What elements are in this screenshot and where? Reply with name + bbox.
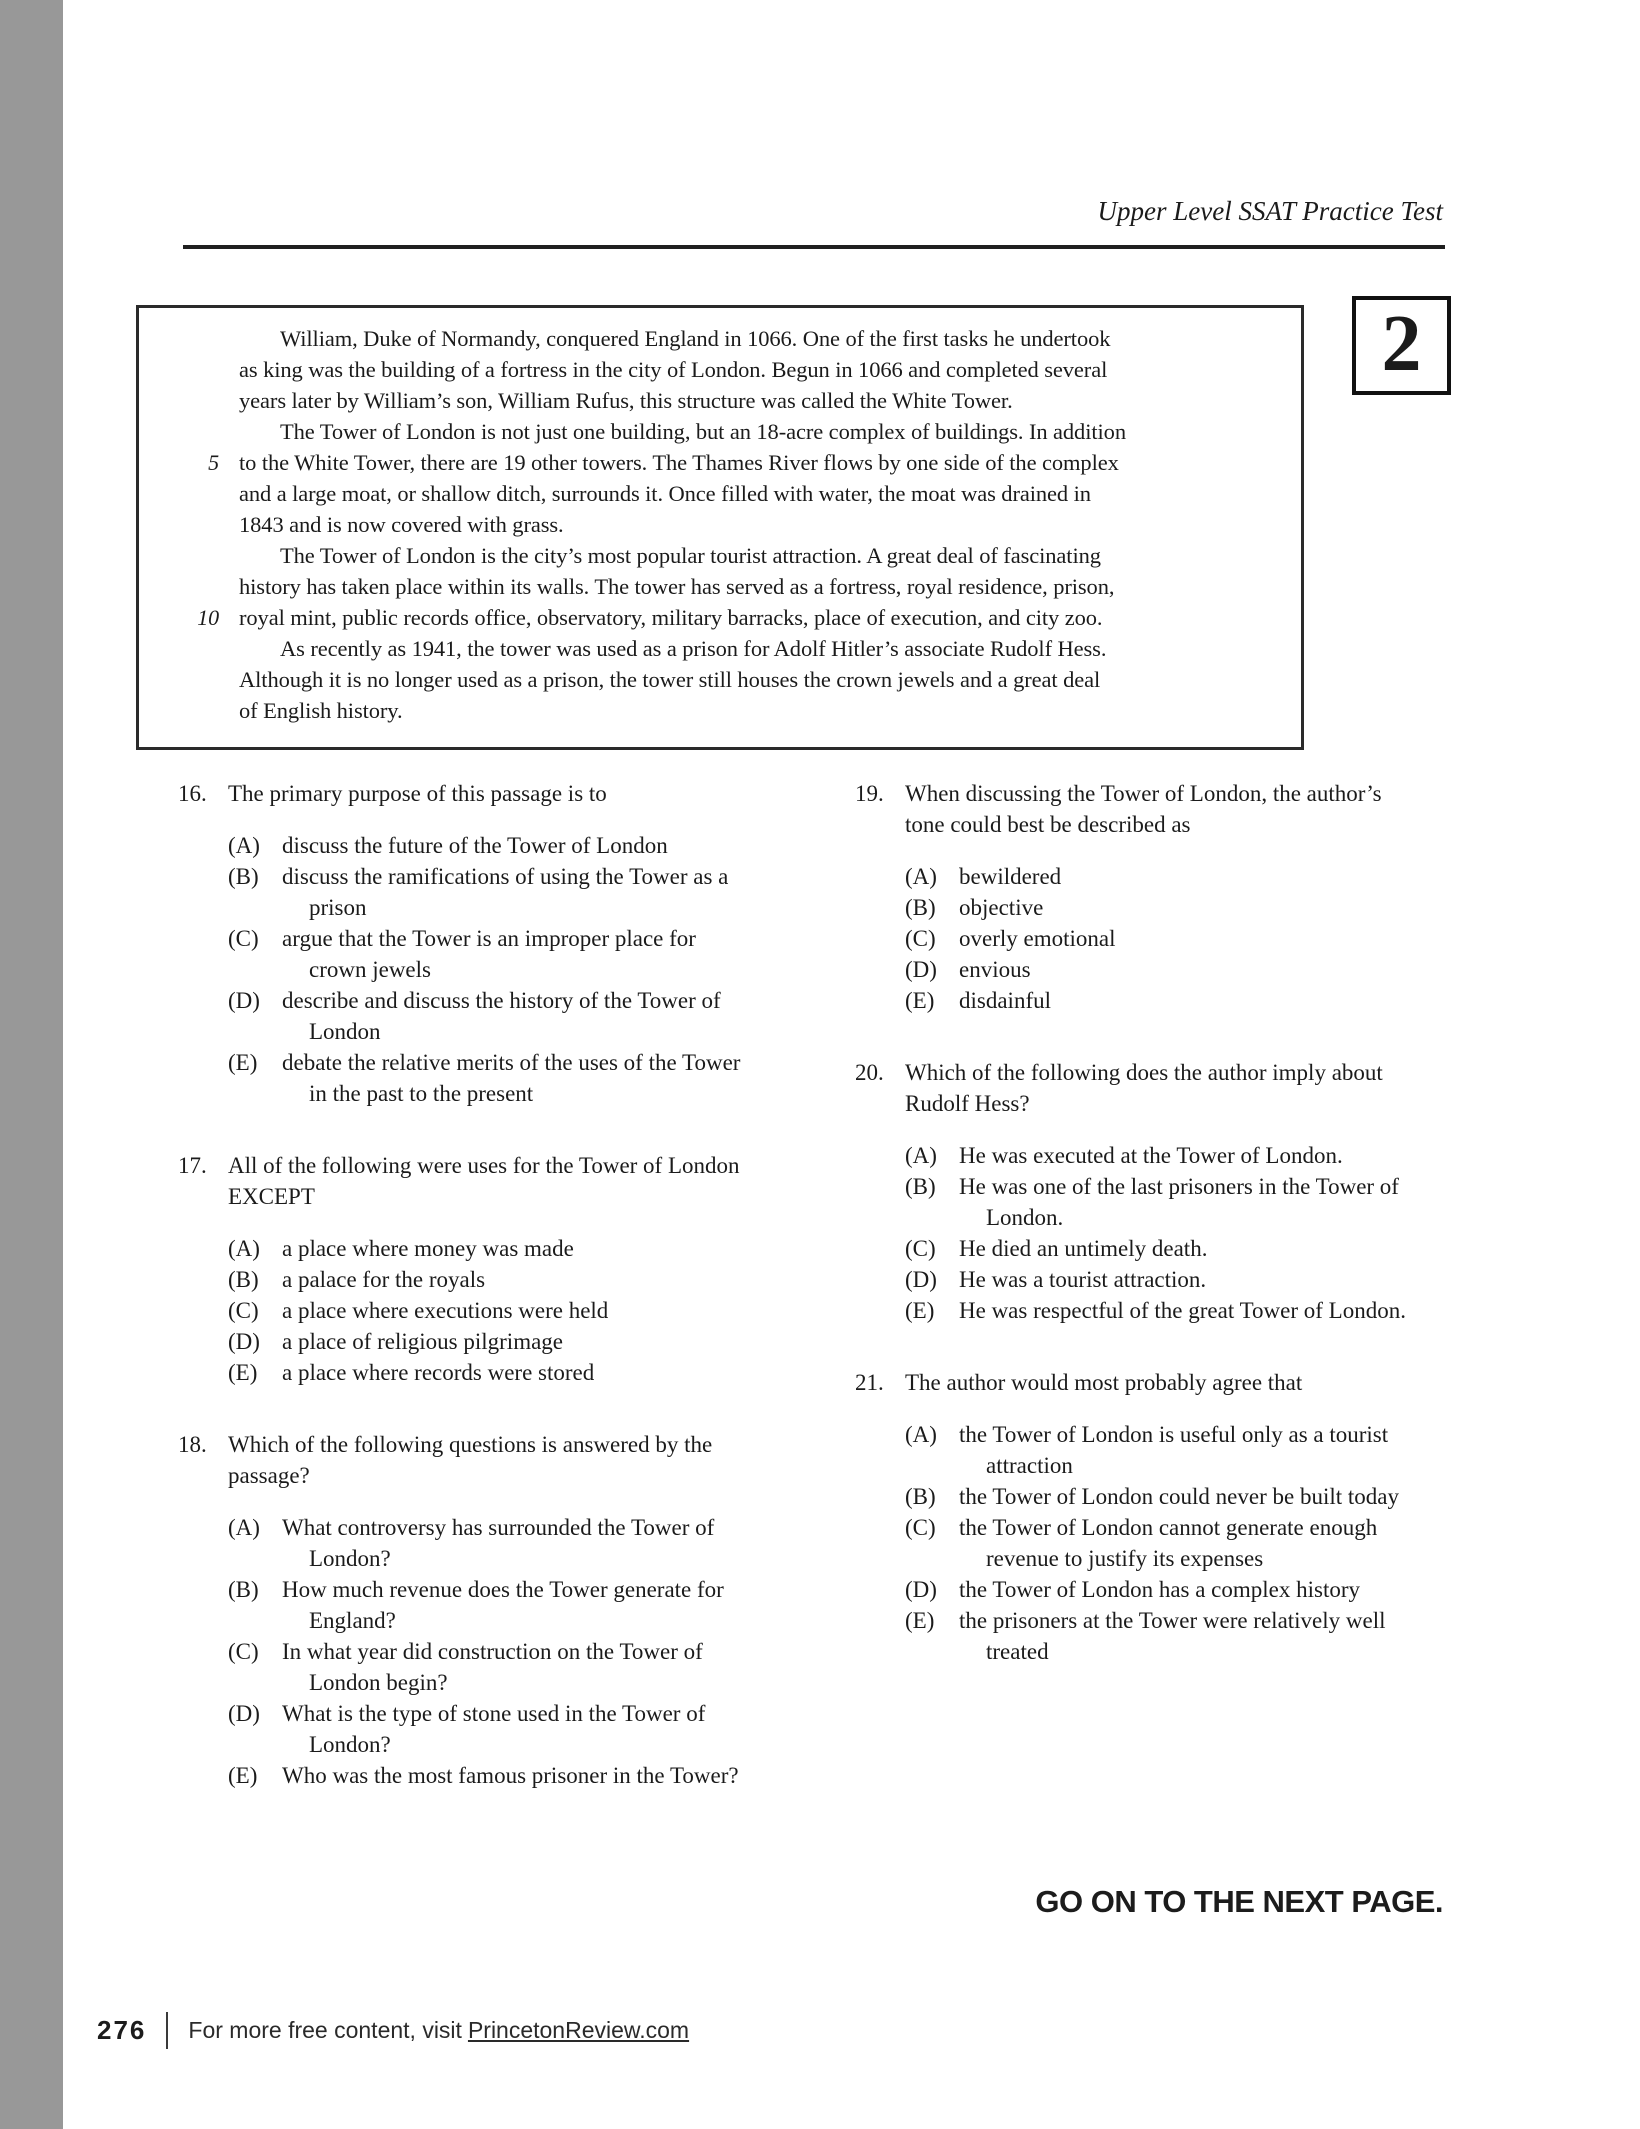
choice-letter: (A) (905, 1143, 937, 1168)
choice-letter: (E) (905, 988, 935, 1013)
choice-list (905, 1140, 1421, 1326)
choice (228, 1357, 744, 1388)
choice (228, 861, 744, 923)
choice (228, 1574, 744, 1636)
question-stem: The primary purpose of this passage is to (228, 781, 607, 806)
choice-letter: (D) (228, 1329, 260, 1354)
passage-line-text: 1843 and is now covered with grass. (239, 512, 564, 537)
choice-text: the prisoners at the Tower were relatively well treated (959, 1608, 1386, 1664)
choice (905, 1264, 1421, 1295)
choice (905, 985, 1421, 1016)
passage-line-text: to the White Tower, there are 19 other towers. The Thames River flows by one side of the complex (239, 450, 1119, 475)
passage-line (139, 633, 1301, 664)
choice (905, 1605, 1421, 1667)
choice-letter: (B) (905, 1174, 936, 1199)
choice-letter: (D) (905, 957, 937, 982)
passage-line-text: history has taken place within its walls. The tower has served as a fortress, royal residence, prison, (239, 574, 1115, 599)
choice-text: He died an untimely death. (959, 1236, 1208, 1261)
line-number (139, 571, 239, 602)
question-body (905, 778, 1421, 1016)
question-stem: All of the following were uses for the Tower of London EXCEPT (228, 1153, 740, 1209)
question-number: 18. (178, 1432, 207, 1457)
choice (228, 1698, 744, 1760)
choice-letter: (E) (228, 1050, 258, 1075)
go-on-instruction: GO ON TO THE NEXT PAGE. (1035, 1884, 1443, 1919)
choice-letter: (D) (228, 988, 260, 1013)
choice (905, 1419, 1421, 1481)
question-body (228, 1150, 744, 1388)
choice (905, 892, 1421, 923)
question-body (905, 1367, 1421, 1667)
choice-text: debate the relative merits of the uses of the Tower in the past to the present (282, 1050, 741, 1106)
footer-divider (166, 2012, 168, 2049)
choice-text: a place where executions were held (282, 1298, 609, 1323)
choice-text: He was a tourist attraction. (959, 1267, 1207, 1292)
choice (905, 861, 1421, 892)
line-number (139, 664, 239, 695)
choice-text: the Tower of London could never be built today (959, 1484, 1399, 1509)
question-number: 17. (178, 1153, 207, 1178)
line-number (139, 416, 239, 447)
passage-line (139, 416, 1301, 447)
question-stem: Which of the following does the author imply about Rudolf Hess? (905, 1060, 1383, 1116)
choice-letter: (A) (905, 864, 937, 889)
choice (228, 1636, 744, 1698)
choice-letter: (E) (905, 1608, 935, 1633)
choice-text: a place where records were stored (282, 1360, 595, 1385)
passage-line (139, 478, 1301, 509)
question (178, 778, 744, 1109)
question-body (228, 1429, 744, 1791)
choice-text: He was one of the last prisoners in the Tower of London. (959, 1174, 1399, 1230)
choice-letter: (C) (905, 1236, 936, 1261)
passage-line (139, 695, 1301, 726)
choice (228, 1512, 744, 1574)
header-rule (183, 245, 1445, 249)
page-edge-strip (0, 0, 63, 2129)
passage-line (139, 571, 1301, 602)
passage-line-text: The Tower of London is the city’s most popular tourist attraction. A great deal of fascinating (280, 543, 1101, 568)
choice-text: argue that the Tower is an improper place for crown jewels (282, 926, 696, 982)
line-number (139, 478, 239, 509)
line-number (139, 385, 239, 416)
passage-line-text: as king was the building of a fortress in the city of London. Begun in 1066 and completed several (239, 357, 1108, 382)
choice-letter: (B) (228, 1267, 259, 1292)
question (855, 1057, 1421, 1326)
choice-letter: (B) (228, 864, 259, 889)
question (855, 778, 1421, 1016)
choice-text: bewildered (959, 864, 1062, 889)
choice-text: the Tower of London is useful only as a tourist attraction (959, 1422, 1389, 1478)
choice-letter: (C) (228, 1639, 259, 1664)
choice (228, 1264, 744, 1295)
choice-list (905, 1419, 1421, 1667)
choice-letter: (C) (228, 926, 259, 951)
footer-text: For more free content, visit (188, 2017, 462, 2043)
passage-line-text: The Tower of London is not just one building, but an 18-acre complex of buildings. In addition (280, 419, 1126, 444)
line-number (139, 633, 239, 664)
passage-line (139, 354, 1301, 385)
choice-text: a palace for the royals (282, 1267, 486, 1292)
choice-text: envious (959, 957, 1031, 982)
choice-text: What controversy has surrounded the Tower of London? (282, 1515, 715, 1571)
choice-letter: (D) (228, 1701, 260, 1726)
passage-line (139, 447, 1301, 478)
choice (228, 1047, 744, 1109)
choice-text: He was respectful of the great Tower of London. (959, 1298, 1406, 1323)
choice-letter: (A) (905, 1422, 937, 1447)
choice (228, 1233, 744, 1264)
choice (228, 1760, 744, 1791)
choice-letter: (E) (228, 1360, 258, 1385)
choice (905, 1140, 1421, 1171)
passage-line-text: royal mint, public records office, observatory, military barracks, place of execution, and city zoo. (239, 605, 1103, 630)
passage-box (136, 305, 1304, 750)
footer-link[interactable]: PrincetonReview.com (467, 2017, 690, 2043)
choice-letter: (A) (228, 1236, 260, 1261)
choice-list (228, 1512, 744, 1791)
choice-letter: (E) (905, 1298, 935, 1323)
choice-list (228, 830, 744, 1109)
section-number-box (1352, 296, 1451, 395)
choice-text: overly emotional (959, 926, 1116, 951)
choice-list (228, 1233, 744, 1388)
choice-text: objective (959, 895, 1044, 920)
choice (905, 1481, 1421, 1512)
choice (228, 830, 744, 861)
passage-line-text: William, Duke of Normandy, conquered England in 1066. One of the first tasks he undertook (280, 326, 1111, 351)
choice-text: How much revenue does the Tower generate for England? (282, 1577, 724, 1633)
choice-text: discuss the future of the Tower of London (282, 833, 668, 858)
choice-letter: (B) (228, 1577, 259, 1602)
passage-line (139, 540, 1301, 571)
choice (228, 1326, 744, 1357)
choice-letter: (A) (228, 833, 260, 858)
choice-letter: (C) (228, 1298, 259, 1323)
choice-text: a place of religious pilgrimage (282, 1329, 564, 1354)
choice (905, 1295, 1421, 1326)
passage-line (139, 602, 1301, 633)
line-number: 10 (197, 605, 219, 630)
question-stem: When discussing the Tower of London, the author’s tone could best be described as (905, 781, 1382, 837)
choice-text: In what year did construction on the Tower of London begin? (282, 1639, 703, 1695)
line-number (139, 695, 239, 726)
choice-letter: (C) (905, 926, 936, 951)
choice-text: Who was the most famous prisoner in the Tower? (282, 1763, 739, 1788)
choice-letter: (B) (905, 895, 936, 920)
question-number: 16. (178, 781, 207, 806)
questions-right-column (855, 778, 1421, 1708)
page-title: Upper Level SSAT Practice Test (1097, 196, 1443, 226)
choice-text: describe and discuss the history of the Tower of London (282, 988, 721, 1044)
choice-letter: (A) (228, 1515, 260, 1540)
passage-line-text: and a large moat, or shallow ditch, surrounds it. Once filled with water, the moat was drained in (239, 481, 1091, 506)
question-body (905, 1057, 1421, 1326)
choice (228, 1295, 744, 1326)
passage-line (139, 664, 1301, 695)
passage-line-text: years later by William’s son, William Rufus, this structure was called the White Tower. (239, 388, 1013, 413)
question-stem: Which of the following questions is answered by the passage? (228, 1432, 713, 1488)
choice-letter: (E) (228, 1763, 258, 1788)
choice-text: He was executed at the Tower of London. (959, 1143, 1343, 1168)
line-number (139, 323, 239, 354)
choice (228, 923, 744, 985)
passage-line-text: of English history. (239, 698, 403, 723)
choice (228, 985, 744, 1047)
question (178, 1429, 744, 1791)
choice-list (905, 861, 1421, 1016)
choice (905, 954, 1421, 985)
question-stem: The author would most probably agree that (905, 1370, 1303, 1395)
passage-line-text: Although it is no longer used as a prison, the tower still houses the crown jewels and a great deal (239, 667, 1101, 692)
choice (905, 1233, 1421, 1264)
section-number: 2 (1381, 299, 1422, 388)
question-number: 21. (855, 1370, 884, 1395)
choice-letter: (B) (905, 1484, 936, 1509)
line-number (139, 354, 239, 385)
line-number: 5 (208, 450, 219, 475)
question-number: 19. (855, 781, 884, 806)
question (855, 1367, 1421, 1667)
line-number (139, 509, 239, 540)
passage-line (139, 509, 1301, 540)
choice-text: a place where money was made (282, 1236, 574, 1261)
choice (905, 923, 1421, 954)
page-number: 276 (97, 2015, 147, 2045)
line-number (139, 540, 239, 571)
choice-text: discuss the ramifications of using the Tower as a prison (282, 864, 729, 920)
choice-text: disdainful (959, 988, 1051, 1013)
page-footer (97, 2012, 689, 2049)
passage-line-text: As recently as 1941, the tower was used as a prison for Adolf Hitler’s associate Rudolf Hess. (280, 636, 1107, 661)
choice-text: the Tower of London has a complex history (959, 1577, 1361, 1602)
choice-letter: (D) (905, 1577, 937, 1602)
choice (905, 1512, 1421, 1574)
question (178, 1150, 744, 1388)
choice (905, 1574, 1421, 1605)
choice-letter: (C) (905, 1515, 936, 1540)
questions-left-column (178, 778, 744, 1832)
choice-letter: (D) (905, 1267, 937, 1292)
question-body (228, 778, 744, 1109)
question-number: 20. (855, 1060, 884, 1085)
passage-line (139, 323, 1301, 354)
choice (905, 1171, 1421, 1233)
choice-text: the Tower of London cannot generate enough revenue to justify its expenses (959, 1515, 1378, 1571)
passage-line (139, 385, 1301, 416)
choice-text: What is the type of stone used in the Tower of London? (282, 1701, 706, 1757)
